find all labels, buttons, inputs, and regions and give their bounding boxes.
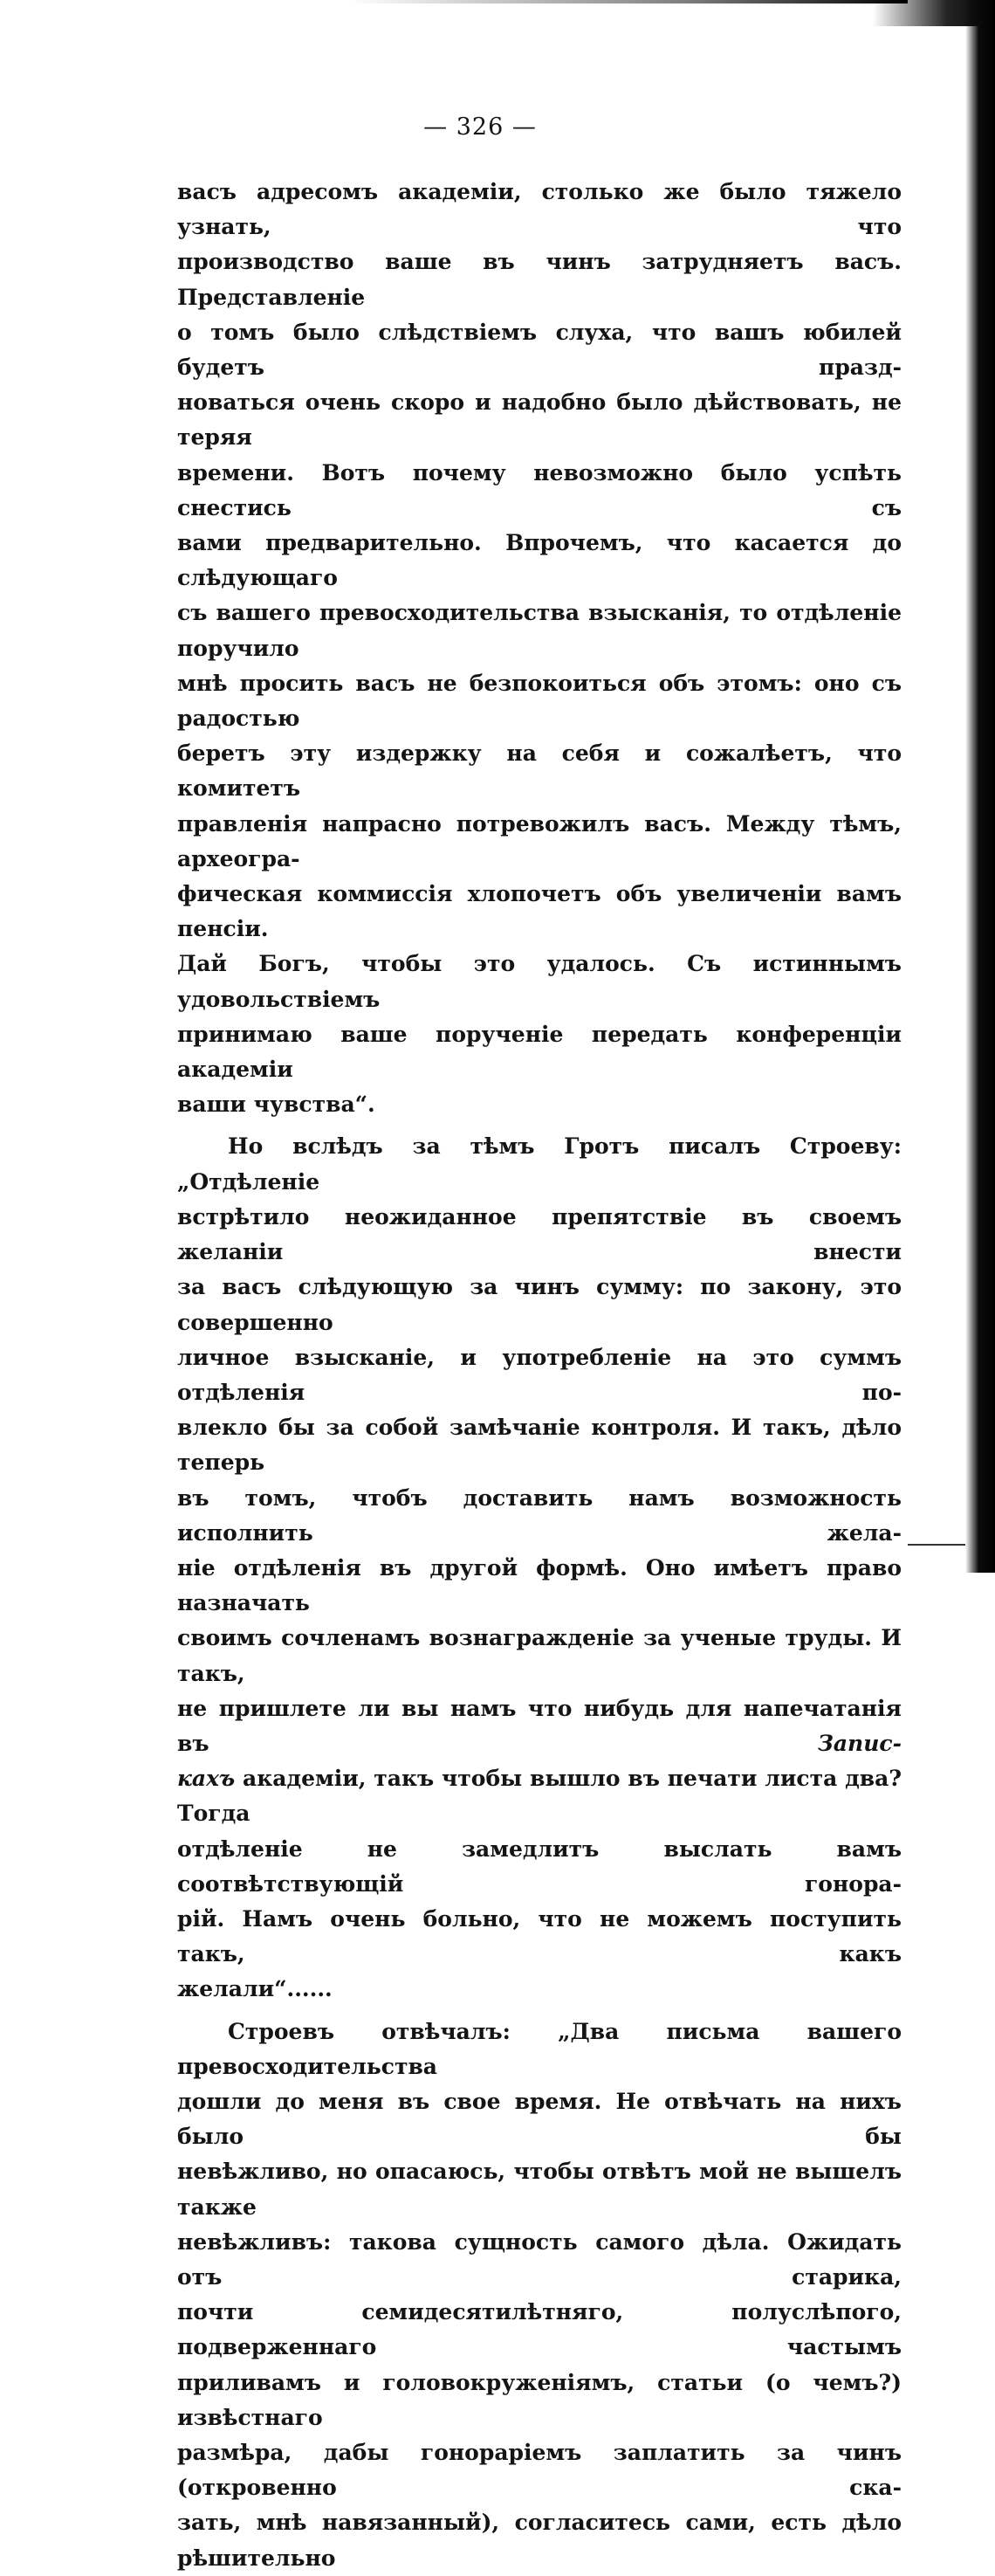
text-segment: академіи, такъ чтобы вышло въ печати листа два? Тогда	[177, 1766, 902, 1827]
text-line: производство ваше въ чинъ затрудняетъ васъ. Представленіе	[177, 249, 902, 310]
italic-title: Запис-	[817, 1730, 902, 1756]
scan-bottom-mark	[908, 1544, 965, 1546]
text-line: ваши чувства“.	[177, 1092, 375, 1118]
italic-title: кахъ	[177, 1766, 236, 1792]
text-line: времени. Вотъ почему невозможно было успѣть снестись съ	[177, 459, 902, 520]
text-line: влекло бы за собой замѣчаніе контроля. И такъ, дѣло теперь	[177, 1415, 902, 1476]
text-line: невѣжливо, но опасаюсь, чтобы отвѣтъ мой не вышелъ также	[177, 2159, 902, 2220]
scan-top-shadow	[349, 0, 908, 3]
text-line: размѣра, дабы гонораріемъ заплатить за чинъ (откровенно ска-	[177, 2440, 902, 2501]
text-line: своимъ сочленамъ вознагражденіе за ученые труды. И такъ,	[177, 1625, 902, 1686]
text-line: желали“......	[177, 1976, 333, 2002]
text-line: васъ адресомъ академіи, столько же было тяжело узнать, что	[177, 179, 902, 240]
text-line: рій. Намъ очень больно, что не можемъ поступить такъ, какъ	[177, 1905, 902, 1967]
text-line: приливамъ и головокруженіямъ, статьи (о чемъ?) извѣстнаго	[177, 2369, 902, 2430]
text-line: зать, мнѣ навязанный), согласитесь сами, есть дѣло рѣшительно	[177, 2510, 902, 2571]
page-number	[0, 114, 995, 141]
text-line: личное взысканіе, и употребленіе на это суммъ отдѣленія по-	[177, 1344, 902, 1405]
page-number-text: — 326 —	[423, 114, 537, 141]
scan-right-edge-shadow	[965, 0, 995, 1573]
page-body	[177, 175, 902, 2576]
text-line: за васъ слѣдующую за чинъ сумму: по закону, это совершенно	[177, 1274, 902, 1335]
text-line: беретъ эту издержку на себя и сожалѣетъ, что комитетъ	[177, 740, 902, 802]
text-line: принимаю ваше порученіе передать конференціи академіи	[177, 1021, 902, 1083]
text-line: новаться очень скоро и надобно было дѣйствовать, не теряя	[177, 389, 902, 451]
text-line: фическая коммиссія хлопочетъ объ увеличеніи вамъ пенсіи.	[177, 881, 902, 942]
text-line: о томъ было слѣдствіемъ слуха, что вашъ юбилей будетъ празд-	[177, 319, 902, 381]
paragraph-first-line: Но вслѣдъ за тѣмъ Гротъ писалъ Строеву: „Отдѣленіе	[177, 1133, 902, 1195]
text-line: почти семидесятилѣтняго, полуслѣпого, подверженнаго частымъ	[177, 2299, 902, 2360]
text-line: Дай Богъ, чтобы это удалось. Съ истиннымъ удовольствіемъ	[177, 951, 902, 1012]
text-segment: не пришлете ли вы намъ что нибудь для напечатанія въ	[177, 1695, 902, 1756]
text-line: ніе отдѣленія въ другой формѣ. Оно имѣетъ право назначать	[177, 1554, 902, 1616]
text-line: дошли до меня въ свое время. Не отвѣчать на нихъ было бы	[177, 2088, 902, 2150]
text-line: мнѣ просить васъ не безпокоиться объ этомъ: оно съ радостью	[177, 670, 902, 732]
paragraph-first-line: Строевъ отвѣчалъ: „Два письма вашего превосходительства	[177, 2018, 902, 2079]
text-line: съ вашего превосходительства взысканія, то отдѣленіе поручило	[177, 600, 902, 661]
text-line: вами предварительно. Впрочемъ, что касается до слѣдующаго	[177, 530, 902, 591]
text-line: отдѣленіе не замедлитъ выслать вамъ соотвѣтствующій гонора-	[177, 1836, 902, 1897]
text-line: встрѣтило неожиданное препятствіе въ своемъ желаніи внести	[177, 1203, 902, 1265]
text-line	[177, 1761, 902, 1831]
text-line: правленія напрасно потревожилъ васъ. Между тѣмъ, археогра-	[177, 810, 902, 871]
text-line: въ томъ, чтобъ доставить намъ возможность исполнить жела-	[177, 1484, 902, 1546]
text-line: невѣжливъ: такова сущность самого дѣла. Ожидать отъ старика,	[177, 2228, 902, 2290]
text-line	[177, 1691, 902, 1761]
